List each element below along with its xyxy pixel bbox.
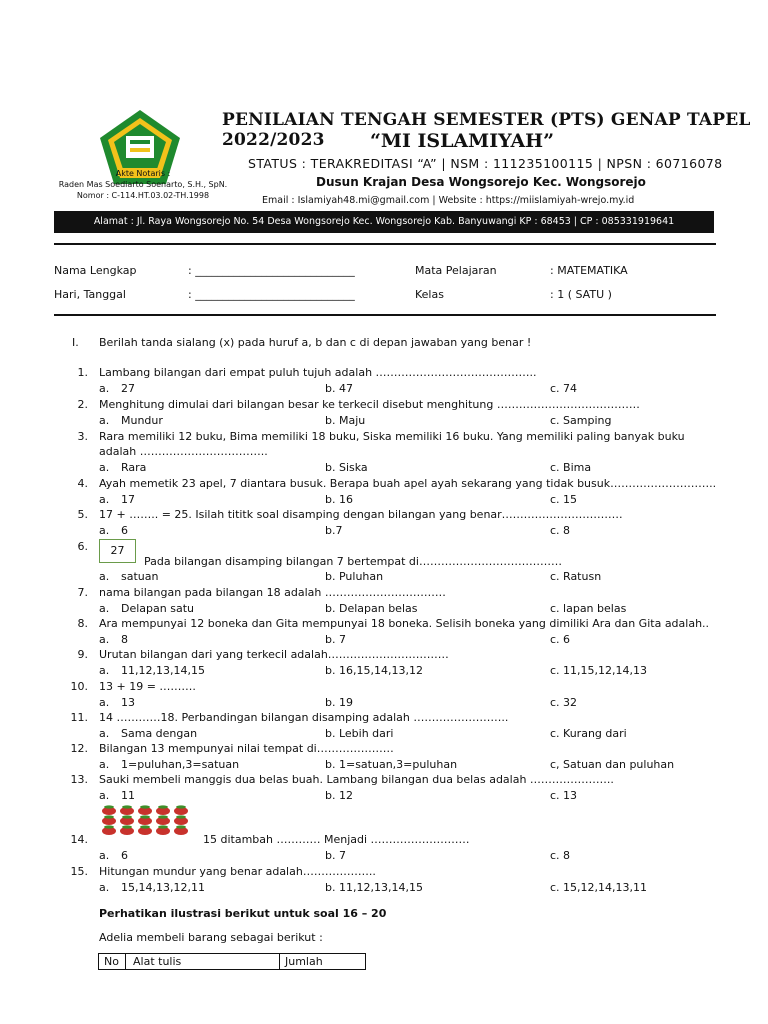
option-a: 1=puluhan,3=satuan — [121, 758, 240, 771]
option-a-marker: a. — [99, 664, 110, 677]
option-b: b. 16,15,14,13,12 — [325, 664, 423, 677]
question-text: Sauki membeli manggis dua belas buah. Lambang bilangan dua belas adalah ………………….. — [99, 773, 614, 786]
school-address: Dusun Krajan Desa Wongsorejo Kec. Wongsorejo — [316, 175, 646, 189]
fruit-leaf-icon — [104, 825, 114, 828]
option-a-marker: a. — [99, 881, 110, 894]
question-text: Lambang bilangan dari empat puluh tujuh adalah …………………………………….. — [99, 366, 537, 379]
option-a: Sama dengan — [121, 727, 198, 740]
question-text: Menghitung dimulai dari bilangan besar ke terkecil disebut menghitung ………………………………… — [99, 398, 640, 411]
question-text: Bilangan 13 mempunyai nilai tempat di………………… — [99, 742, 394, 755]
fruit-leaf-icon — [104, 815, 114, 818]
question-number: 4. — [77, 477, 88, 490]
option-a-marker: a. — [99, 382, 110, 395]
option-b: b. Maju — [325, 414, 366, 427]
option-a-marker: a. — [99, 758, 110, 771]
option-c: c. 15,12,14,13,11 — [550, 881, 648, 894]
address-bar: Alamat : Jl. Raya Wongsorejo No. 54 Desa Wongsorejo Kec. Wongsorejo Kab. Banyuwangi KP : 68453 | CP : 085331919641 — [54, 211, 714, 233]
fruit-leaf-icon — [158, 805, 168, 808]
option-a: 27 — [121, 382, 135, 395]
notary-info: Akte Notaris : Raden Mas Soediarto Soenarto, S.H., SpN. Nomor : C-114.HT.03.02-TH.1998 — [58, 169, 228, 200]
fruit-leaf-icon — [176, 815, 186, 818]
question-text: Pada bilangan disamping bilangan 7 bertempat di………………………………… — [144, 555, 562, 568]
name-label: Nama Lengkap — [54, 264, 137, 277]
option-a-marker: a. — [99, 570, 110, 583]
option-a-marker: a. — [99, 493, 110, 506]
option-a-marker: a. — [99, 696, 110, 709]
option-a-marker: a. — [99, 602, 110, 615]
option-b: b. 19 — [325, 696, 353, 709]
subject-value: : MATEMATIKA — [550, 264, 628, 277]
option-c: c. 8 — [550, 849, 571, 862]
question-text: Rara memiliki 12 buku, Bima memiliki 18 buku, Siska memiliki 16 buku. Yang memiliki paling banyak buku — [99, 430, 685, 443]
option-a-marker: a. — [99, 461, 110, 474]
email-website: Email : Islamiyah48.mi@gmail.com | Website : https://miislamiyah-wrejo.my.id — [262, 195, 635, 206]
option-b: b. Siska — [325, 461, 368, 474]
question-number: 11. — [70, 711, 88, 724]
fruit-leaf-icon — [122, 805, 132, 808]
class-value: : 1 ( SATU ) — [550, 288, 612, 301]
option-b: b.7 — [325, 524, 343, 537]
option-b: b. 12 — [325, 789, 353, 802]
option-a: 6 — [121, 849, 128, 862]
option-c: c. 6 — [550, 633, 571, 646]
name-field: : _____________________________ — [188, 264, 355, 277]
option-c: c. 15 — [550, 493, 578, 506]
divider-bottom — [54, 314, 716, 316]
fruit-leaf-icon — [176, 825, 186, 828]
question-text: Urutan bilangan dari yang terkecil adalah…………………………… — [99, 648, 449, 661]
fruit-leaf-icon — [158, 815, 168, 818]
option-a: Delapan satu — [121, 602, 194, 615]
question-number: 14. — [70, 833, 88, 846]
question-number: 8. — [77, 617, 88, 630]
question-number: 6. — [77, 540, 88, 553]
question-number: 7. — [77, 586, 88, 599]
fruit-leaf-icon — [122, 825, 132, 828]
fruit-leaf-icon — [140, 805, 150, 808]
stationery-table-header — [98, 953, 366, 970]
table-header-amount: Jumlah — [285, 955, 323, 968]
option-a-marker: a. — [99, 633, 110, 646]
question-number: 10. — [70, 680, 88, 693]
date-label: Hari, Tanggal — [54, 288, 126, 301]
option-b: b. 7 — [325, 633, 346, 646]
table-header-item: Alat tulis — [133, 955, 182, 968]
option-a: 15,14,13,12,11 — [121, 881, 205, 894]
option-a-marker: a. — [99, 849, 110, 862]
option-a-marker: a. — [99, 414, 110, 427]
fruit-leaf-icon — [176, 805, 186, 808]
option-a: 8 — [121, 633, 128, 646]
option-c: c. lapan belas — [550, 602, 627, 615]
number-box: 27 — [99, 539, 136, 563]
option-a: 17 — [121, 493, 135, 506]
option-b: b. Delapan belas — [325, 602, 418, 615]
date-field: : _____________________________ — [188, 288, 355, 301]
option-b: b. Lebih dari — [325, 727, 394, 740]
question-text: 14 …………18. Perbandingan bilangan disamping adalah …………………….. — [99, 711, 509, 724]
fruit-leaf-icon — [140, 815, 150, 818]
fruit-leaf-icon — [122, 815, 132, 818]
option-a-marker: a. — [99, 789, 110, 802]
question-number: 13. — [70, 773, 88, 786]
option-a: Mundur — [121, 414, 163, 427]
adelia-text: Adelia membeli barang sebagai berikut : — [99, 931, 323, 944]
option-a: 6 — [121, 524, 128, 537]
question-number: 15. — [70, 865, 88, 878]
option-b: b. Puluhan — [325, 570, 384, 583]
option-c: c, Satuan dan puluhan — [550, 758, 675, 771]
exam-title: PENILAIAN TENGAH SEMESTER (PTS) GENAP TAPEL 2022/2023 — [222, 110, 751, 150]
option-b: b. 11,12,13,14,15 — [325, 881, 423, 894]
option-a: 13 — [121, 696, 135, 709]
fruit-leaf-icon — [104, 805, 114, 808]
question-number: 9. — [77, 648, 88, 661]
option-c: c. Samping — [550, 414, 612, 427]
question-text: Ayah memetik 23 apel, 7 diantara busuk. Berapa buah apel ayah sekarang yang tidak busuk……………………….. — [99, 477, 717, 490]
option-c: c. 11,15,12,14,13 — [550, 664, 648, 677]
question-number: 1. — [77, 366, 88, 379]
question-text: 13 + 19 = ………. — [99, 680, 196, 693]
option-c: c. 8 — [550, 524, 571, 537]
option-a-marker: a. — [99, 524, 110, 537]
option-b: b. 1=satuan,3=puluhan — [325, 758, 458, 771]
fruit-leaf-icon — [158, 825, 168, 828]
option-a: 11,12,13,14,15 — [121, 664, 205, 677]
school-status: STATUS : TERAKREDITASI “A” | NSM : 111235100115 | NPSN : 60716078 — [248, 156, 723, 171]
question-number: 3. — [77, 430, 88, 443]
option-c: c. Kurang dari — [550, 727, 627, 740]
option-a: 11 — [121, 789, 135, 802]
class-label: Kelas — [415, 288, 444, 301]
section-number: I. — [72, 336, 79, 349]
question-text: Hitungan mundur yang benar adalah……………….. — [99, 865, 376, 878]
table-header-no: No — [104, 955, 119, 968]
question-number: 12. — [70, 742, 88, 755]
option-b: b. 47 — [325, 382, 353, 395]
mangosteen-fruits-icon — [100, 804, 196, 836]
question-number: 2. — [77, 398, 88, 411]
option-a-marker: a. — [99, 727, 110, 740]
question-text: nama bilangan pada bilangan 18 adalah …………………………… — [99, 586, 446, 599]
option-c: c. Ratusn — [550, 570, 602, 583]
question-text-continued: adalah …………………………….. — [99, 445, 268, 458]
question-text: Ara mempunyai 12 boneka dan Gita mempunyai 18 boneka. Selisih boneka yang dimiliki Ara dan Gita adalah.. — [99, 617, 710, 630]
subject-label: Mata Pelajaran — [415, 264, 497, 277]
question-text: 17 + …….. = 25. Isilah tititk soal disamping dengan bilangan yang benar…………………………… — [99, 508, 623, 521]
question-number: 5. — [77, 508, 88, 521]
option-c: c. 32 — [550, 696, 578, 709]
fruit-leaf-icon — [140, 825, 150, 828]
divider-top — [54, 243, 716, 245]
option-a: Rara — [121, 461, 147, 474]
option-c: c. 13 — [550, 789, 578, 802]
option-b: b. 16 — [325, 493, 353, 506]
section-instruction: Berilah tanda sialang (x) pada huruf a, b dan c di depan jawaban yang benar ! — [99, 336, 532, 349]
option-a: satuan — [121, 570, 159, 583]
school-name: “MI ISLAMIYAH” — [370, 130, 555, 152]
question-text: 15 ditambah ………… Menjadi ……………………… — [203, 833, 470, 846]
illustration-heading: Perhatikan ilustrasi berikut untuk soal 16 – 20 — [99, 907, 387, 920]
option-b: b. 7 — [325, 849, 346, 862]
option-c: c. Bima — [550, 461, 592, 474]
option-c: c. 74 — [550, 382, 578, 395]
